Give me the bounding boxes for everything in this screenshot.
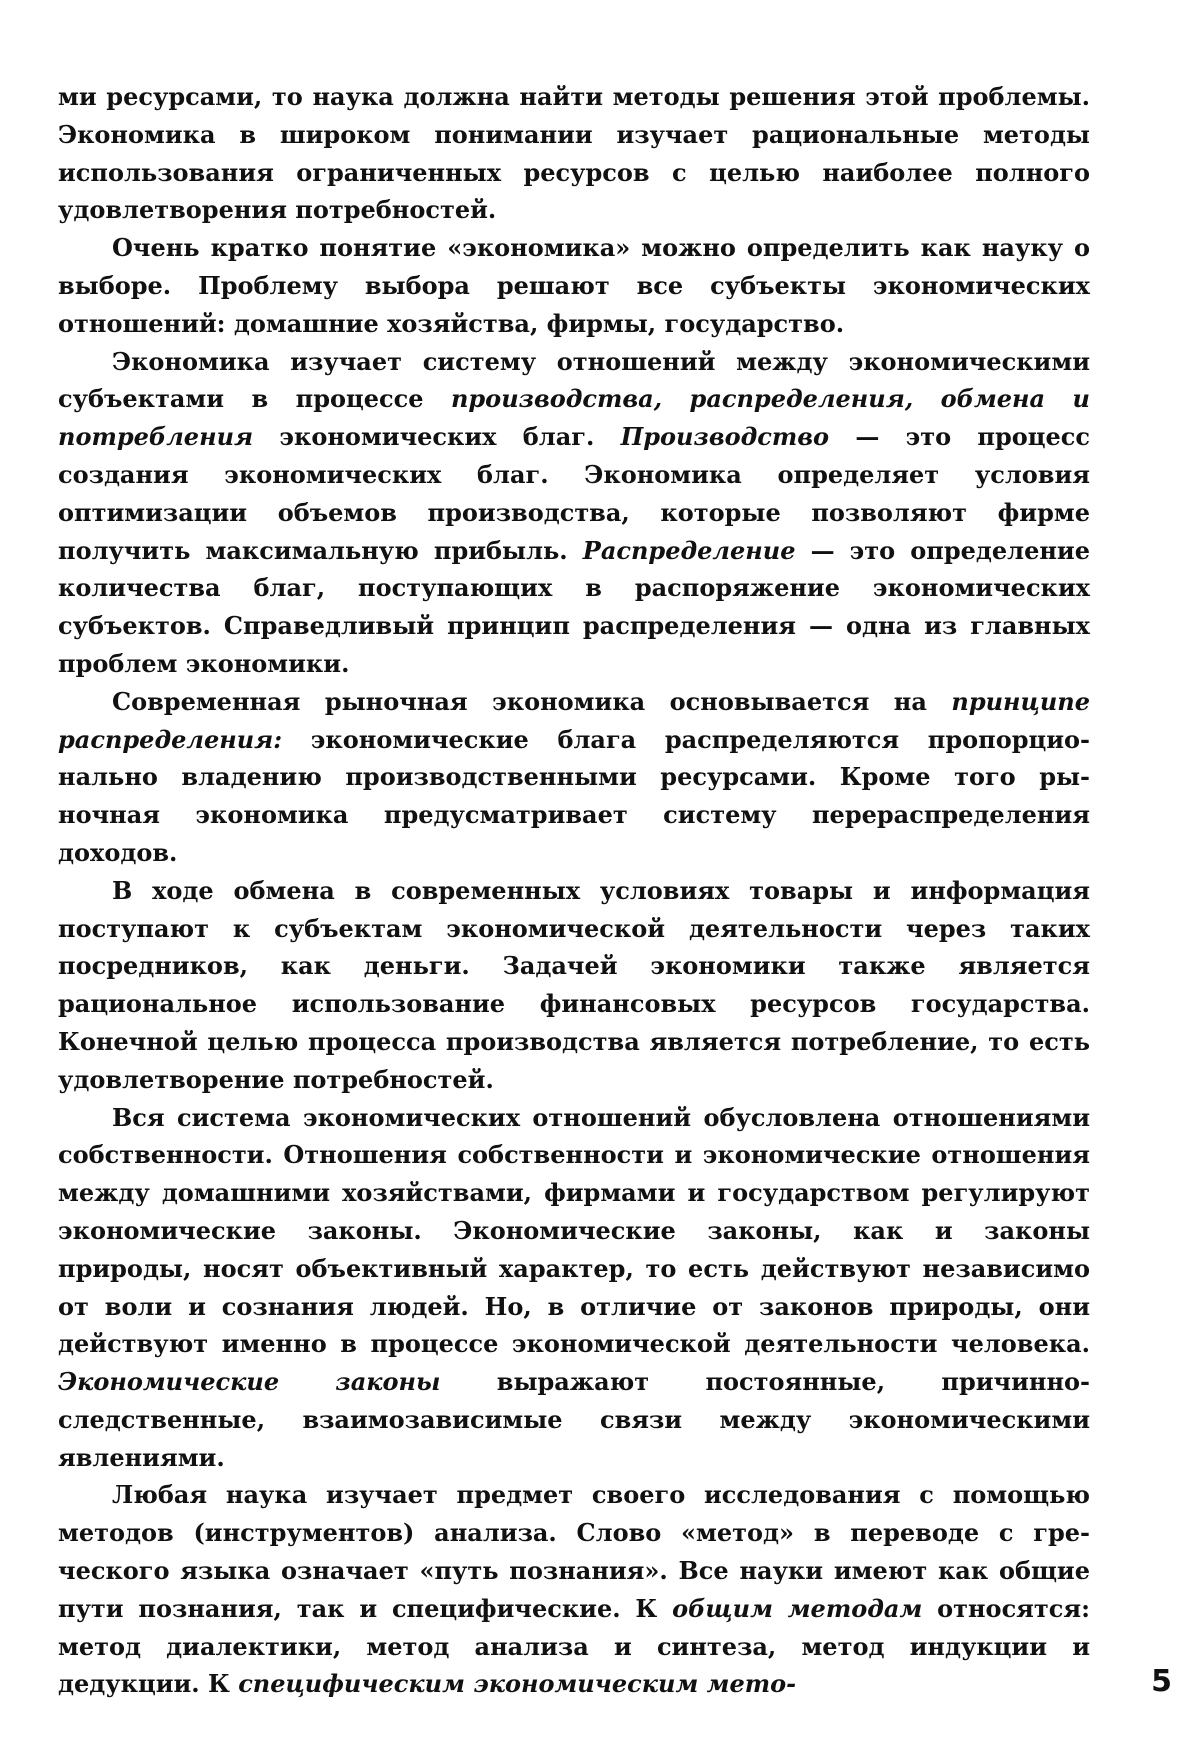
italic-term: принципе распределения:: [58, 686, 1090, 754]
page-number: 5: [1151, 1664, 1172, 1699]
paragraph: [58, 78, 1090, 229]
text-run: ми ресурсами, то наука должна найти методы решения этой проблемы. Экономика в широком понимании изучает рациональные методы использования ограниченных ресурсов с целью наиболее полного удовлетворения потребностей.: [58, 82, 1090, 225]
italic-term: производства, распределения, обмена и потребления: [58, 384, 1090, 452]
text-run: В ходе обмена в современных условиях товары и информация поступают к субъектам экономической деятельности через таких посредников, как деньги. Задачей экономики также является рациональное использование финансовых ресурсов государства. Конечной целью процесса производства является потребление, то есть удовлетворение потребностей.: [58, 875, 1090, 1094]
italic-term: Производство: [620, 422, 830, 452]
paragraph: [58, 1099, 1090, 1477]
page-body-text: [58, 78, 1090, 1703]
text-run: — это процесс создания экономических благ. Экономика определяет условия оптимизации объемов производства, которые позволяют фирме получить максимальную прибыль.: [58, 422, 1090, 565]
italic-term: Распределение: [582, 535, 796, 565]
text-run: Современная рыночная экономика основывается на: [112, 686, 952, 716]
paragraph: [58, 1476, 1090, 1703]
italic-term: специфическим экономическим мето-: [238, 1669, 797, 1699]
paragraph: [58, 229, 1090, 342]
italic-term: Экономические законы: [58, 1367, 441, 1397]
text-run: относятся: метод диалектики, метод анализа и синтеза, метод индукции и дедукции. К: [58, 1593, 1090, 1699]
text-run: Экономика изучает систему отношений между экономическими субъектами в процессе: [58, 346, 1090, 414]
text-run: выражают постоянные, причинно-следственные, взаимозависимые связи между экономическими явлениями.: [58, 1367, 1090, 1472]
text-run: экономических благ.: [253, 422, 621, 452]
italic-term: общим методам: [672, 1593, 923, 1623]
text-run: Очень кратко понятие «экономика» можно определить как науку о выборе. Проблему выбора решают все субъекты экономических отношений: домашние хозяйства, фирмы, государство.: [58, 233, 1090, 338]
text-run: Любая наука изучает предмет своего исследования с помощью методов (инструментов) анализа. Слово «метод» в переводе с греческого языка означает «путь познания». Все науки имеют как общие пути познания, так и специфические. К: [58, 1480, 1090, 1623]
paragraph: [58, 872, 1090, 1099]
text-run: экономические блага распределяются пропорционально владению производственными ресурсами. Кроме того рыночная экономика предусматривает систему перераспределения доходов.: [58, 724, 1090, 867]
text-run: — это определение количества благ, поступающих в распоряжение экономических субъектов. Справедливый принцип распределения — одна из главных проблем экономики.: [58, 535, 1090, 678]
paragraph: [58, 683, 1090, 872]
text-run: Вся система экономических отношений обусловлена отношениями собственности. Отношения собственности и экономические отношения между домашними хозяйствами, фирмами и государством регулируют экономические законы. Экономические законы, как и законы природы, носят объективный характер, то есть действуют независимо от воли и сознания людей. Но, в отличие от законов природы, они действуют именно в процессе экономической деятельности человека.: [58, 1102, 1090, 1359]
paragraph: [58, 343, 1090, 683]
